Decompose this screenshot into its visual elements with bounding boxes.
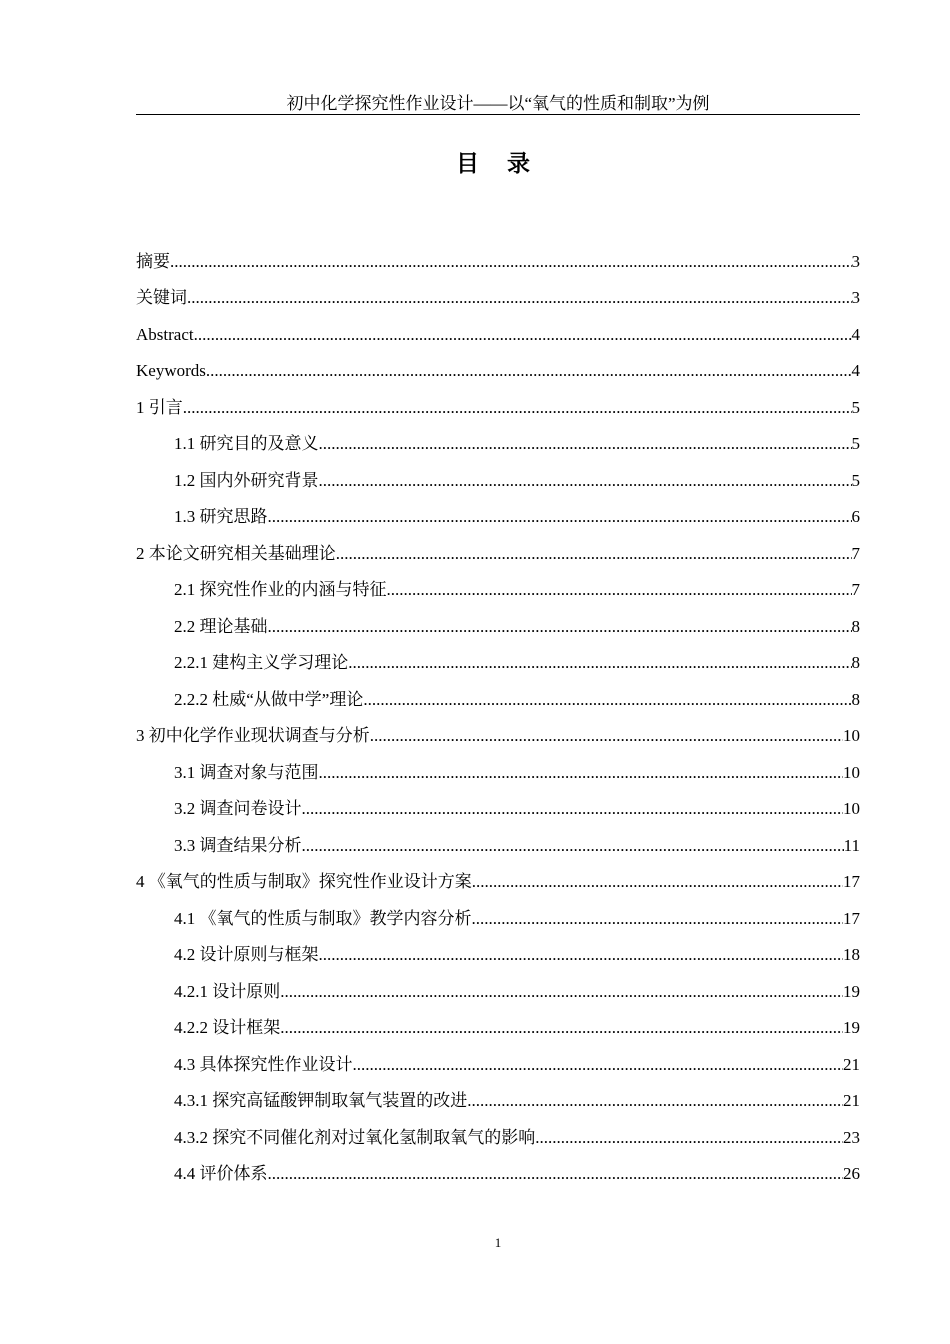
toc-dot-leader (472, 870, 843, 894)
toc-entry-label: 4.3 具体探究性作业设计 (174, 1054, 353, 1074)
toc-entry-label: 4.3.2 探究不同催化剂对过氧化氢制取氧气的影响 (174, 1127, 536, 1147)
toc-dot-leader (280, 1016, 843, 1040)
toc-entry[interactable] (136, 894, 860, 931)
toc-dot-leader (187, 286, 852, 310)
toc-dot-leader (194, 323, 852, 347)
toc-entry-page: 21 (843, 1091, 860, 1110)
toc-entry-page: 19 (843, 981, 860, 1001)
toc-entry[interactable] (136, 858, 860, 895)
toc-entry-label: 4.4 评价体系 (174, 1164, 268, 1183)
toc-entry[interactable] (136, 639, 860, 676)
toc-entry-page: 23 (843, 1127, 860, 1147)
toc-entry-page: 7 (851, 543, 860, 563)
toc-entry-page: 5 (851, 470, 860, 490)
toc-entry-label: 4.2.1 设计原则 (174, 981, 281, 1001)
toc-dot-leader (319, 469, 852, 493)
toc-entry[interactable] (136, 274, 860, 311)
toc-entry-page: 18 (843, 945, 860, 964)
toc-entry[interactable] (136, 456, 860, 493)
toc-entry-label: 3.1 调查对象与范围 (174, 762, 319, 782)
toc-entry[interactable] (136, 529, 860, 566)
toc-dot-leader (183, 396, 852, 420)
toc-entry-label: 2 本论文研究相关基础理论 (136, 543, 336, 563)
toc-entry-label: 关键词 (136, 288, 187, 307)
toc-entry-page: 8 (851, 689, 860, 709)
toc-entry-label: 4.3.1 探究高锰酸钾制取氧气装置的改进 (174, 1091, 468, 1110)
toc-dot-leader (467, 1089, 843, 1113)
toc-dot-leader (319, 943, 844, 967)
toc-dot-leader (370, 724, 843, 748)
toc-entry-label: 1.2 国内外研究背景 (174, 470, 319, 490)
toc-entry[interactable] (136, 967, 860, 1004)
toc-entry-label: 2.2.1 建构主义学习理论 (174, 653, 349, 672)
toc-entry-label: Abstract (136, 324, 194, 344)
running-header: 初中化学探究性作业设计——以“氧气的性质和制取”为例 (286, 94, 710, 113)
toc-dot-leader (353, 1053, 844, 1077)
toc-entry-label: 4 《氧气的性质与制取》探究性作业设计方案 (136, 872, 472, 891)
toc-dot-leader (535, 1126, 843, 1150)
toc-entry-label: 4.1 《氧气的性质与制取》教学内容分析 (174, 908, 472, 928)
toc-entry[interactable] (136, 1077, 860, 1114)
toc-entry[interactable] (136, 931, 860, 968)
toc-entry[interactable] (136, 566, 860, 603)
toc-dot-leader (268, 505, 852, 529)
toc-entry-page: 6 (851, 507, 860, 526)
toc-entry-label: Keywords (136, 361, 206, 380)
toc-entry-label: 3 初中化学作业现状调查与分析 (136, 726, 370, 745)
toc-dot-leader (268, 615, 852, 639)
toc-dot-leader (348, 651, 851, 675)
toc-dot-leader (302, 834, 844, 858)
toc-entry[interactable] (136, 1004, 860, 1041)
toc-entry[interactable] (136, 785, 860, 822)
toc-entry-page: 8 (851, 616, 860, 636)
toc-entry[interactable] (136, 602, 860, 639)
toc-dot-leader (280, 980, 843, 1004)
toc-entry-page: 5 (851, 397, 860, 417)
toc-entry-page: 8 (851, 653, 860, 672)
toc-entry-label: 摘要 (136, 251, 170, 271)
toc-entry-page: 17 (843, 872, 860, 891)
header-divider (136, 114, 860, 115)
toc-entry[interactable] (136, 675, 860, 712)
toc-entry-page: 21 (843, 1054, 860, 1074)
toc-dot-leader (206, 359, 852, 383)
toc-entry[interactable] (136, 420, 860, 457)
toc-entry-label: 1.3 研究思路 (174, 507, 268, 526)
toc-entry-page: 26 (843, 1164, 860, 1183)
toc-entry[interactable] (136, 748, 860, 785)
toc-dot-leader (387, 578, 852, 602)
toc-entry-page: 5 (851, 434, 860, 453)
toc-entry-page: 3 (851, 251, 860, 271)
toc-entry[interactable] (136, 383, 860, 420)
toc-entry[interactable] (136, 712, 860, 749)
toc-entry-page: 10 (843, 799, 860, 818)
toc-entry[interactable] (136, 1113, 860, 1150)
toc-dot-leader (319, 432, 852, 456)
toc-entry[interactable] (136, 310, 860, 347)
toc-dot-leader (363, 688, 851, 712)
toc-entry-label: 3.2 调查问卷设计 (174, 799, 302, 818)
toc-entry-label: 1.1 研究目的及意义 (174, 434, 319, 453)
table-of-contents (136, 237, 860, 1186)
toc-entry[interactable] (136, 1040, 860, 1077)
toc-entry-label: 1 引言 (136, 397, 183, 417)
toc-entry-label: 4.2.2 设计框架 (174, 1018, 281, 1037)
toc-entry-page: 17 (843, 908, 860, 928)
toc-dot-leader (268, 1162, 844, 1186)
toc-entry-label: 3.3 调查结果分析 (174, 835, 302, 855)
toc-entry-page: 11 (843, 835, 860, 855)
toc-entry[interactable] (136, 821, 860, 858)
toc-dot-leader (472, 907, 844, 931)
page-number: 1 (494, 1235, 502, 1250)
page-title: 目 录 (455, 151, 540, 177)
toc-entry-label: 2.2 理论基础 (174, 616, 268, 636)
toc-entry[interactable] (136, 237, 860, 274)
toc-dot-leader (336, 542, 852, 566)
toc-dot-leader (170, 250, 852, 274)
toc-dot-leader (319, 761, 844, 785)
toc-entry-label: 2.1 探究性作业的内涵与特征 (174, 580, 387, 599)
toc-entry-label: 2.2.2 杜威“从做中学”理论 (174, 689, 364, 709)
toc-entry-page: 4 (851, 324, 860, 344)
toc-entry-page: 7 (851, 580, 860, 599)
toc-entry-page: 10 (843, 762, 860, 782)
toc-entry[interactable] (136, 347, 860, 384)
toc-entry-page: 19 (843, 1018, 860, 1037)
toc-dot-leader (302, 797, 844, 821)
toc-entry[interactable] (136, 1150, 860, 1187)
toc-entry[interactable] (136, 493, 860, 530)
toc-entry-page: 10 (843, 726, 860, 745)
toc-entry-page: 3 (851, 288, 860, 307)
toc-entry-label: 4.2 设计原则与框架 (174, 945, 319, 964)
toc-entry-page: 4 (851, 361, 860, 380)
